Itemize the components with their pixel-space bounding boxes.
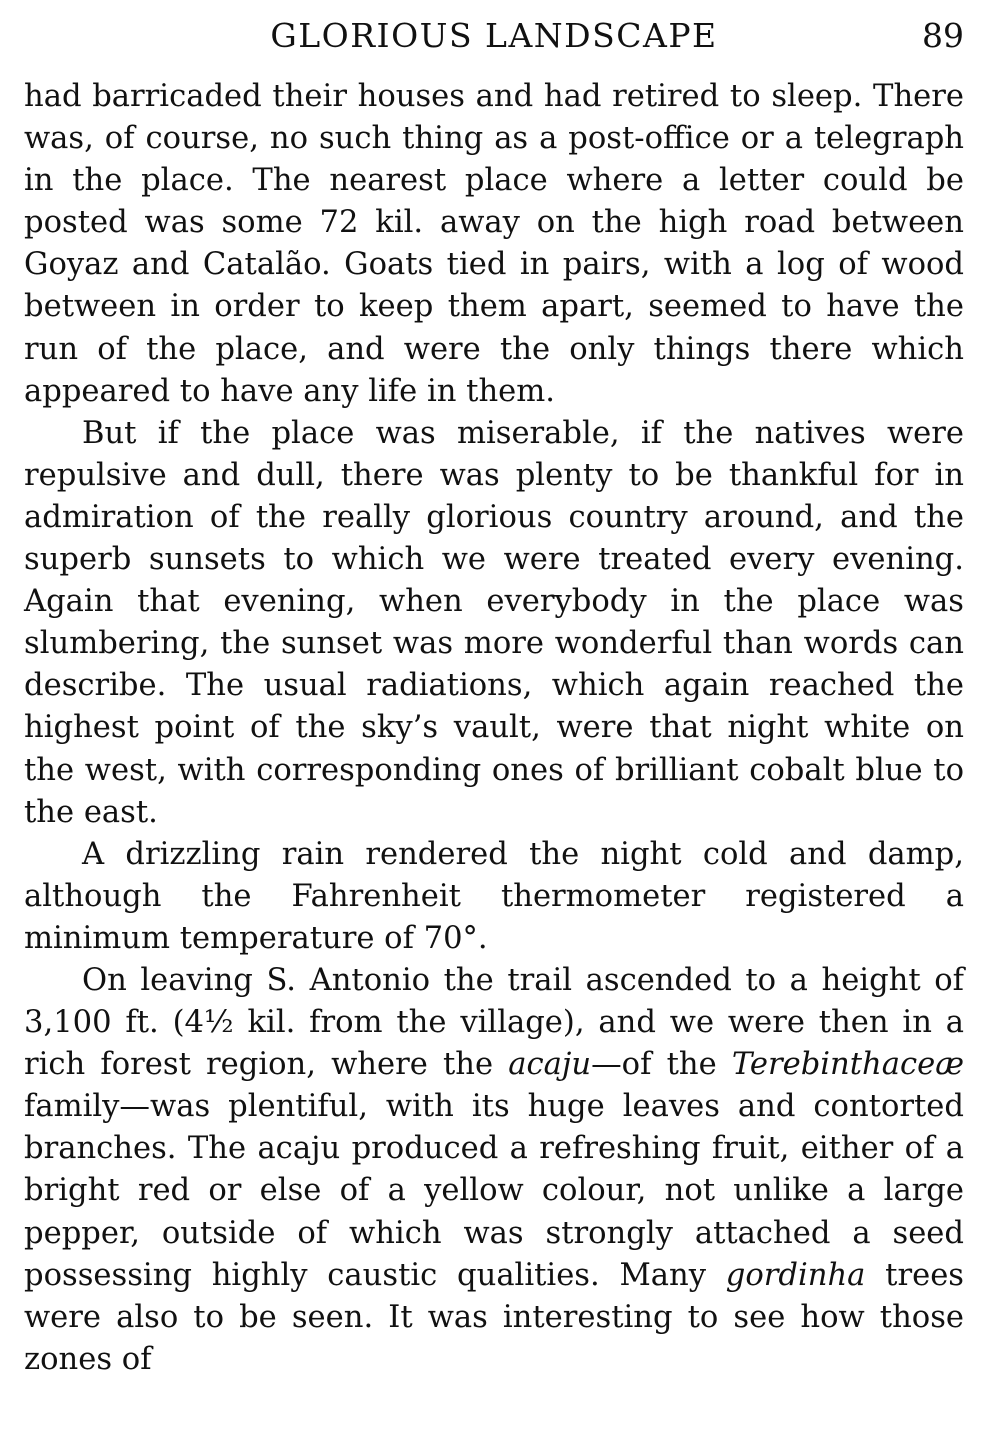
page-number: 89: [922, 16, 964, 55]
running-head: [24, 0, 964, 76]
body-text: [24, 76, 964, 1381]
italic-term: Terebinthaceæ: [731, 1047, 964, 1083]
text-run: On leaving S. Antonio the trail ascended to a height of 3,100 ft. (4½ kil. from the village), and we were then in a rich forest region, where the: [24, 962, 964, 1083]
text-run: But if the place was miserable, if the natives were repulsive and dull, there was plenty to be thankful for in admiration of the really glorious country around, and the superb sunsets to which we were treated every evening. Again that evening, when everybody in the place was slumbering, the sunset was more wonderful than words can describe. The usual radiations, which again reached the highest point of the sky’s vault, were that night white on the west, with corresponding ones of brilliant cobalt blue to the east.: [24, 415, 964, 830]
paragraph: [24, 413, 964, 834]
paragraph: [24, 76, 964, 413]
paragraph: [24, 960, 964, 1381]
italic-term: gordinha: [725, 1257, 866, 1293]
italic-term: acaju: [508, 1047, 592, 1083]
text-run: A drizzling rain rendered the night cold and damp, although the Fahrenheit thermometer registered a minimum temperature of 70°.: [24, 836, 964, 956]
text-run: trees were also to be seen. It was interesting to see how those zones of: [24, 1257, 965, 1377]
text-run: had barricaded their houses and had retired to sleep. There was, of course, no such thing as a post-office or a telegraph in the place. The nearest place where a letter could be posted was some 72 kil. away on the high road between Goyaz and Catalão. Goats tied in pairs, with a log of wood between in order to keep them apart, seemed to have the run of the place, and were the only things there which appeared to have any life in them.: [24, 79, 964, 409]
text-run: —of the: [591, 1047, 732, 1083]
running-title: GLORIOUS LANDSCAPE: [270, 16, 718, 55]
paragraph: [24, 834, 964, 960]
text-run: family—was plentiful, with its huge leaves and contorted branches. The acaju produced a refreshing fruit, either of a bright red or else of a yellow colour, not unlike a large pepper, outside of which was strongly attached a seed possessing highly caustic qualities. Many: [24, 1089, 964, 1293]
book-page: [24, 0, 964, 1442]
